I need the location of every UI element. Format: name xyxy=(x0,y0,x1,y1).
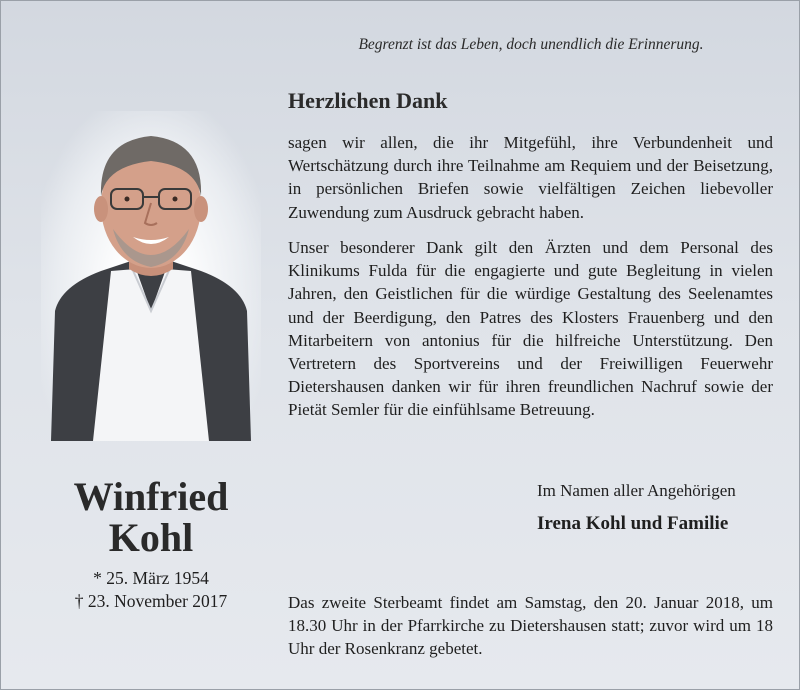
service-announcement: Das zweite Sterbeamt findet am Samstag, den 20. Januar 2018, um 18.30 Uhr in der Pfarrkirche zu Dietershausen statt; zuvor wird um 18 Uhr der Rosenkranz gebetet. xyxy=(288,593,773,659)
life-dates xyxy=(41,567,261,613)
signature-intro: Im Namen aller Angehörigen xyxy=(537,481,736,500)
signature-names: Irena Kohl und Familie xyxy=(537,513,729,534)
birth-date: * 25. März 1954 xyxy=(93,568,209,588)
thanks-paragraph-2: Unser besonderer Dank gilt den Ärzten und dem Personal des Klinikums Fulda für die engagierte und gute Begleitung in vielen Jahren, den Geistlichen für die würdige Gestaltung des Seelenamtes und der Beerdigung, den Patres des Klosters Frauenberg und den Mitarbeitern von antonius für die hilfreiche Unterstützung. Den Vertretern des Sportvereins und der Freiwilligen Feuerwehr Dietershausen danken wir für ihren freundlichen Nachruf sowie der Pietät Semler für die einfühlsame Betreuung. xyxy=(288,238,773,420)
portrait-photo xyxy=(41,111,261,441)
motto: Begrenzt ist das Leben, doch unendlich die Erinnerung. xyxy=(358,36,704,53)
portrait-illustration xyxy=(41,111,261,441)
heading: Herzlichen Dank xyxy=(288,88,448,113)
last-name: Kohl xyxy=(108,515,194,560)
death-date: † 23. November 2017 xyxy=(74,591,228,611)
deceased-name xyxy=(41,476,261,558)
thanks-paragraph-1: sagen wir allen, die ihr Mitgefühl, ihre Verbundenheit und Wertschätzung durch ihre Teilnahme am Requiem und der Beisetzung, in persönlichen Briefen sowie vielfältigen Zeichen liebevoller Zuwendung zum Ausdruck gebracht haben. xyxy=(288,133,773,222)
first-name: Winfried xyxy=(73,474,229,519)
